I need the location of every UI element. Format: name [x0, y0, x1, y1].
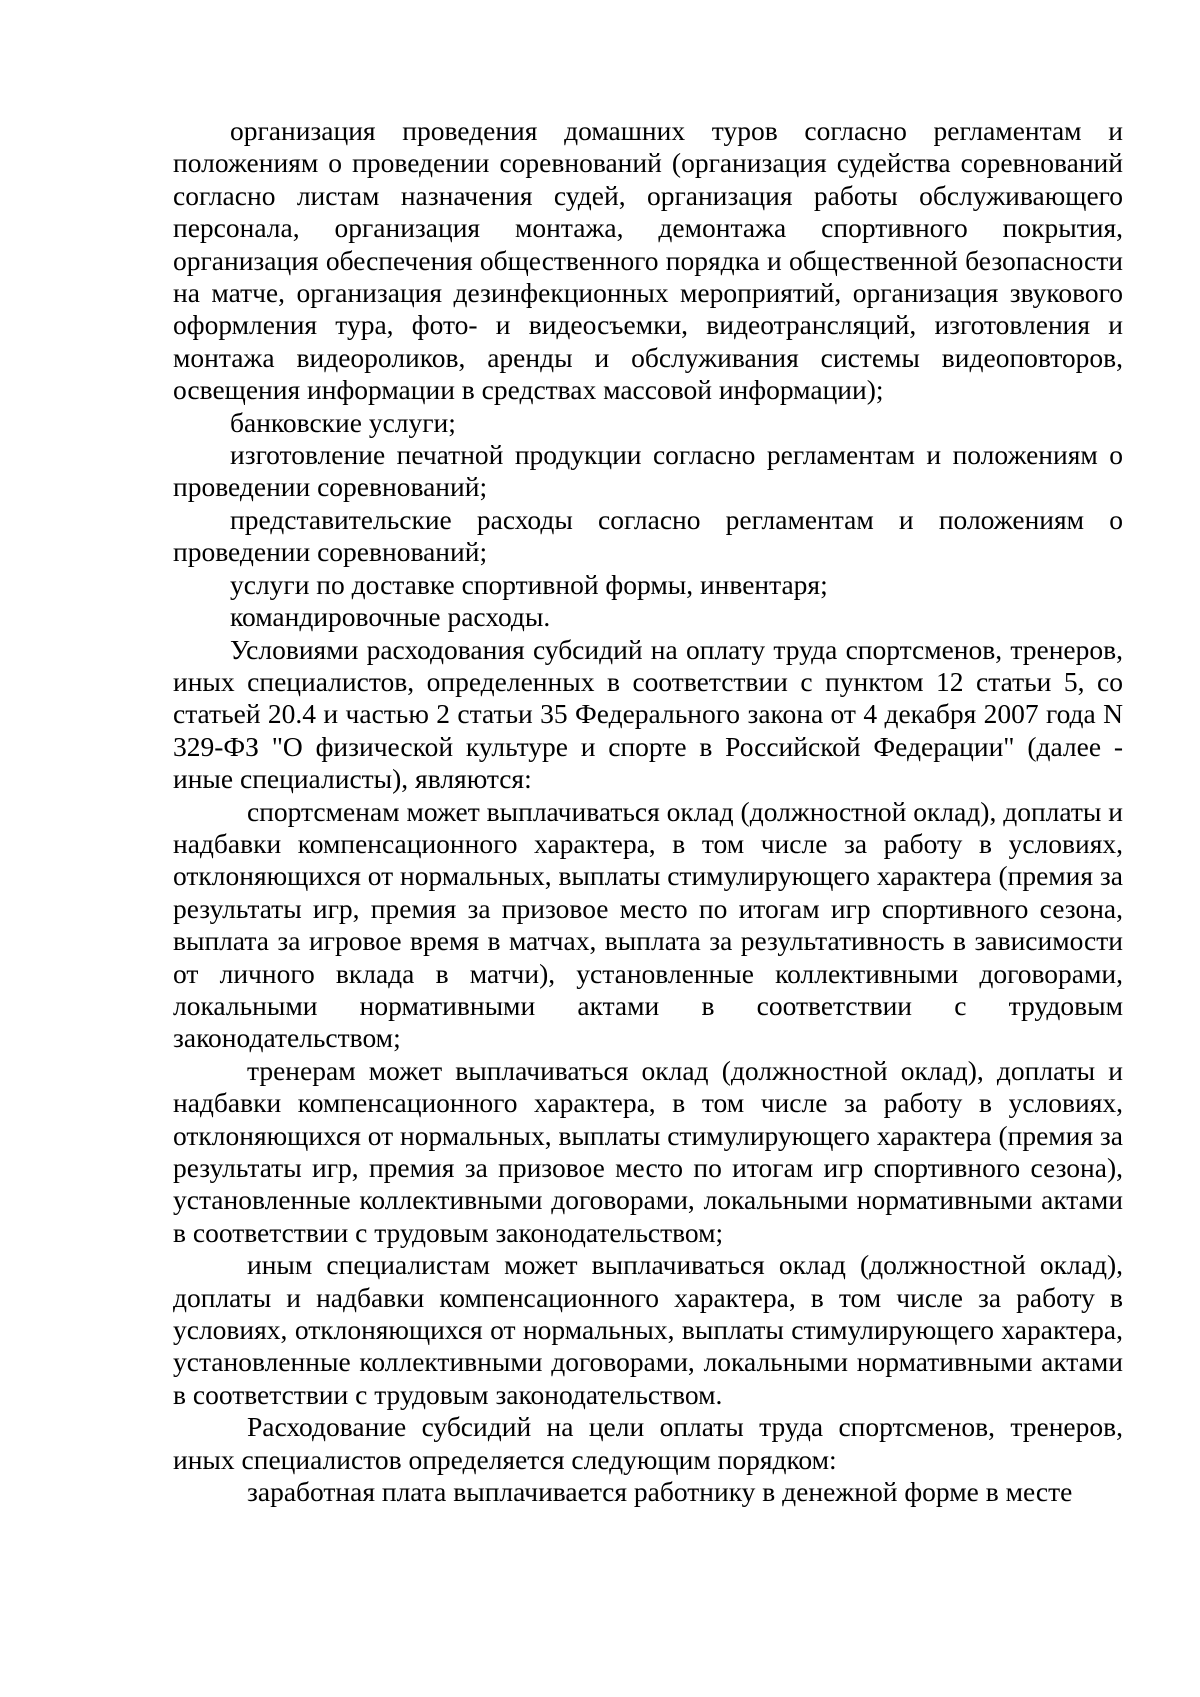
paragraph-subsidy-conditions: Условиями расходования субсидий на оплату труда спортсменов, тренеров, иных специалистов, определенных в соответствии с пунктом 12 статьи 5, со статьей 20.4 и частью 2 статьи 35 Федерального закона от 4 декабря 2007 года N 329-ФЗ "О физической культуре и спорте в Российской Федерации" (далее - иные специалисты), являются: [173, 633, 1123, 795]
paragraph-delivery-services: услуги по доставке спортивной формы, инвентаря; [230, 568, 828, 600]
paragraph-athletes-pay: спортсменам может выплачиваться оклад (должностной оклад), доплаты и надбавки компенсационного характера, в том числе за работу в условиях, отклоняющихся от нормальных, выплаты стимулирующего характера (премия за результаты игр, премия за призовое место по итогам игр спортивного сезона, выплата за игровое время в матчах, выплата за результативность в зависимости от личного вклада в матчи), установленные коллективными договорами, локальными нормативными актами в соответствии с трудовым законодательством; [173, 795, 1123, 1054]
paragraph-bank-services: банковские услуги; [230, 406, 456, 438]
paragraph-tours-organization: организация проведения домашних туров согласно регламентам и положениям о проведении соревнований (организация судейства соревнований согласно листам назначения судей, организация работы обслуживающего персонала, организация монтажа, демонтажа спортивного покрытия, организация обеспечения общественного порядка и общественной безопасности на матче, организация дезинфекционных мероприятий, организация звукового оформления тура, фото- и видеосъемки, видеотрансляций, изготовления и монтажа видеороликов, аренды и обслуживания системы видеоповторов, освещения информации в средствах массовой информации); [173, 115, 1123, 406]
document-page [173, 115, 1123, 1508]
paragraph-specialists-pay: иным специалистам может выплачиваться оклад (должностной оклад), доплаты и надбавки компенсационного характера, в том числе за работу в условиях, отклоняющихся от нормальных, выплаты стимулирующего характера, установленные коллективными договорами, локальными нормативными актами в соответствии с трудовым законодательством. [173, 1249, 1123, 1410]
paragraph-salary-payment: заработная плата выплачивается работнику в денежной форме в месте [247, 1476, 1073, 1508]
paragraph-coaches-pay: тренерам может выплачиваться оклад (должностной оклад), доплаты и надбавки компенсационного характера, в том числе за работу в условиях, отклоняющихся от нормальных, выплаты стимулирующего характера (премия за результаты игр, премия за призовое место по итогам игр спортивного сезона), установленные коллективными договорами, локальными нормативными актами в соответствии с трудовым законодательством; [173, 1054, 1123, 1248]
paragraph-travel-expenses: командировочные расходы. [230, 601, 551, 633]
paragraph-printing: изготовление печатной продукции согласно регламентам и положениям о проведении соревнований; [173, 439, 1123, 503]
paragraph-spending-order: Расходование субсидий на цели оплаты труда спортсменов, тренеров, иных специалистов определяется следующим порядком: [173, 1411, 1123, 1475]
paragraph-representation-expenses: представительские расходы согласно регламентам и положениям о проведении соревнований; [173, 503, 1123, 568]
